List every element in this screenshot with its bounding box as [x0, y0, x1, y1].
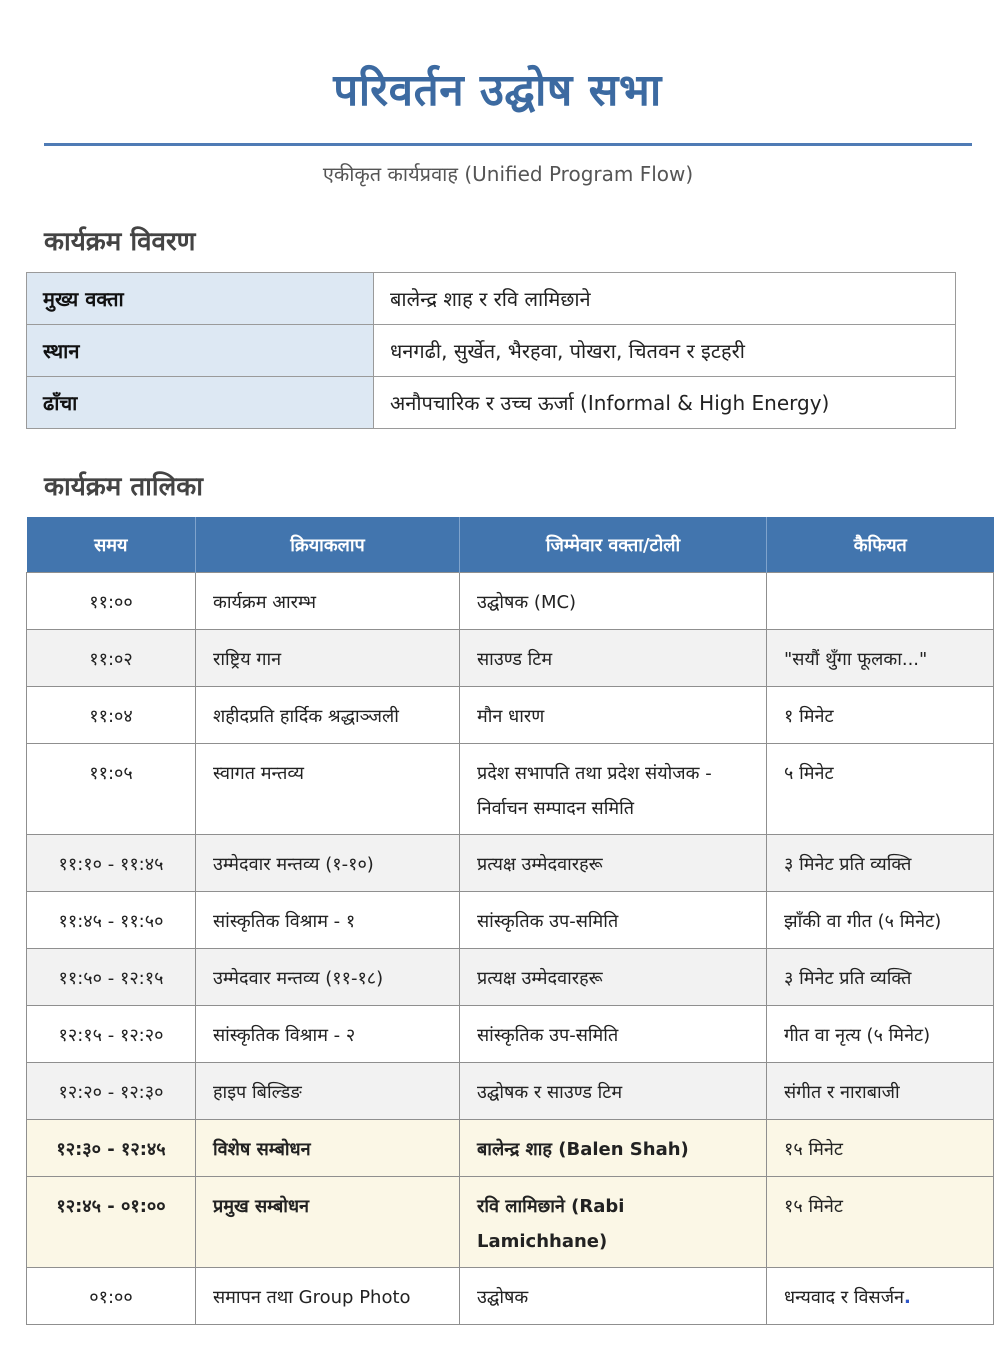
- schedule-header-row: [27, 517, 994, 573]
- cell-time: ११:५० - १२:१५: [27, 949, 196, 1006]
- cell-time: १२:३० - १२:४५: [27, 1120, 196, 1177]
- details-label: ढाँचा: [27, 377, 374, 429]
- cell-responsible: उद्घोषक: [460, 1268, 767, 1325]
- cell-activity: हाइप बिल्डिङ: [196, 1063, 460, 1120]
- cell-responsible: [460, 744, 767, 835]
- details-value: बालेन्द्र शाह र रवि लामिछाने: [374, 273, 956, 325]
- table-row-highlight: [27, 1177, 994, 1268]
- cell-responsible: [460, 1177, 767, 1268]
- column-header-activity: क्रियाकलाप: [196, 517, 460, 573]
- schedule-heading: कार्यक्रम तालिका: [44, 472, 203, 502]
- cell-responsible-line: रवि लामिछाने (Rabi: [477, 1196, 625, 1217]
- column-header-remarks: कैफियत: [767, 517, 994, 573]
- table-row: [27, 1006, 994, 1063]
- cell-activity: शहीदप्रति हार्दिक श्रद्धाञ्जली: [196, 687, 460, 744]
- cell-time: ११:०४: [27, 687, 196, 744]
- table-row: [27, 949, 994, 1006]
- cell-remarks: झाँकी वा गीत (५ मिनेट): [767, 892, 994, 949]
- cell-remarks: ३ मिनेट प्रति व्यक्ति: [767, 949, 994, 1006]
- cell-remarks: १५ मिनेट: [767, 1177, 994, 1268]
- cell-activity: स्वागत मन्तव्य: [196, 744, 460, 835]
- column-header-time: समय: [27, 517, 196, 573]
- cell-activity: समापन तथा Group Photo: [196, 1268, 460, 1325]
- cell-time: ११:००: [27, 573, 196, 630]
- cell-responsible: मौन धारण: [460, 687, 767, 744]
- cell-time: ११:४५ - ११:५०: [27, 892, 196, 949]
- cell-responsible: बालेन्द्र शाह (Balen Shah): [460, 1120, 767, 1177]
- cell-remarks: १५ मिनेट: [767, 1120, 994, 1177]
- cell-remarks: [767, 1268, 994, 1325]
- cell-responsible: प्रत्यक्ष उम्मेदवारहरू: [460, 835, 767, 892]
- table-row: [27, 630, 994, 687]
- table-row: [27, 1063, 994, 1120]
- cell-remarks: संगीत र नाराबाजी: [767, 1063, 994, 1120]
- cell-activity: राष्ट्रिय गान: [196, 630, 460, 687]
- cell-responsible: प्रत्यक्ष उम्मेदवारहरू: [460, 949, 767, 1006]
- cell-responsible-line: Lamichhane): [477, 1231, 608, 1252]
- cell-time: ११:१० - ११:४५: [27, 835, 196, 892]
- cell-responsible: उद्घोषक (MC): [460, 573, 767, 630]
- table-row: [27, 1268, 994, 1325]
- cell-remarks-text: धन्यवाद र विसर्जन: [784, 1287, 905, 1308]
- cell-remarks: [767, 573, 994, 630]
- details-heading: कार्यक्रम विवरण: [44, 227, 196, 257]
- cell-activity: प्रमुख सम्बोधन: [196, 1177, 460, 1268]
- cell-remarks: १ मिनेट: [767, 687, 994, 744]
- table-row-highlight: [27, 1120, 994, 1177]
- cell-responsible-line: प्रदेश सभापति तथा प्रदेश संयोजक -: [477, 763, 712, 784]
- page-title: परिवर्तन उद्घोष सभा: [333, 65, 662, 116]
- cell-responsible: सांस्कृतिक उप-समिति: [460, 892, 767, 949]
- details-row-speaker: [27, 273, 956, 325]
- cell-remarks: गीत वा नृत्य (५ मिनेट): [767, 1006, 994, 1063]
- cell-responsible-line: निर्वाचन सम्पादन समिति: [477, 798, 635, 819]
- table-row: [27, 744, 994, 835]
- details-row-format: [27, 377, 956, 429]
- cell-activity: सांस्कृतिक विश्राम - १: [196, 892, 460, 949]
- cell-activity: विशेष सम्बोधन: [196, 1120, 460, 1177]
- cell-activity: उम्मेदवार मन्तव्य (११-१८): [196, 949, 460, 1006]
- cell-activity: सांस्कृतिक विश्राम - २: [196, 1006, 460, 1063]
- cell-activity: कार्यक्रम आरम्भ: [196, 573, 460, 630]
- cell-time: ११:०२: [27, 630, 196, 687]
- cell-time: १२:२० - १२:३०: [27, 1063, 196, 1120]
- schedule-table: [26, 517, 994, 1325]
- cell-remarks: "सयौं थुँगा फूलका...": [767, 630, 994, 687]
- column-header-responsible: जिम्मेवार वक्ता/टोली: [460, 517, 767, 573]
- cell-activity: उम्मेदवार मन्तव्य (१-१०): [196, 835, 460, 892]
- details-row-location: [27, 325, 956, 377]
- cell-responsible: उद्घोषक र साउण्ड टिम: [460, 1063, 767, 1120]
- details-value: धनगढी, सुर्खेत, भैरहवा, पोखरा, चितवन र इटहरी: [374, 325, 956, 377]
- cell-time: १२:१५ - १२:२०: [27, 1006, 196, 1063]
- table-row: [27, 892, 994, 949]
- page-subtitle: एकीकृत कार्यप्रवाह (Unified Program Flow): [322, 162, 694, 186]
- cell-time: १२:४५ - ०१:००: [27, 1177, 196, 1268]
- period-dot: .: [904, 1287, 911, 1308]
- details-table: [26, 272, 956, 429]
- table-row: [27, 835, 994, 892]
- cell-remarks: ३ मिनेट प्रति व्यक्ति: [767, 835, 994, 892]
- cell-responsible: सांस्कृतिक उप-समिति: [460, 1006, 767, 1063]
- cell-responsible: साउण्ड टिम: [460, 630, 767, 687]
- cell-time: ०१:००: [27, 1268, 196, 1325]
- table-row: [27, 573, 994, 630]
- title-divider: [44, 143, 972, 146]
- details-value: अनौपचारिक र उच्च ऊर्जा (Informal & High Energy): [374, 377, 956, 429]
- table-row: [27, 687, 994, 744]
- details-label: मुख्य वक्ता: [27, 273, 374, 325]
- cell-time: ११:०५: [27, 744, 196, 835]
- details-label: स्थान: [27, 325, 374, 377]
- cell-remarks: ५ मिनेट: [767, 744, 994, 835]
